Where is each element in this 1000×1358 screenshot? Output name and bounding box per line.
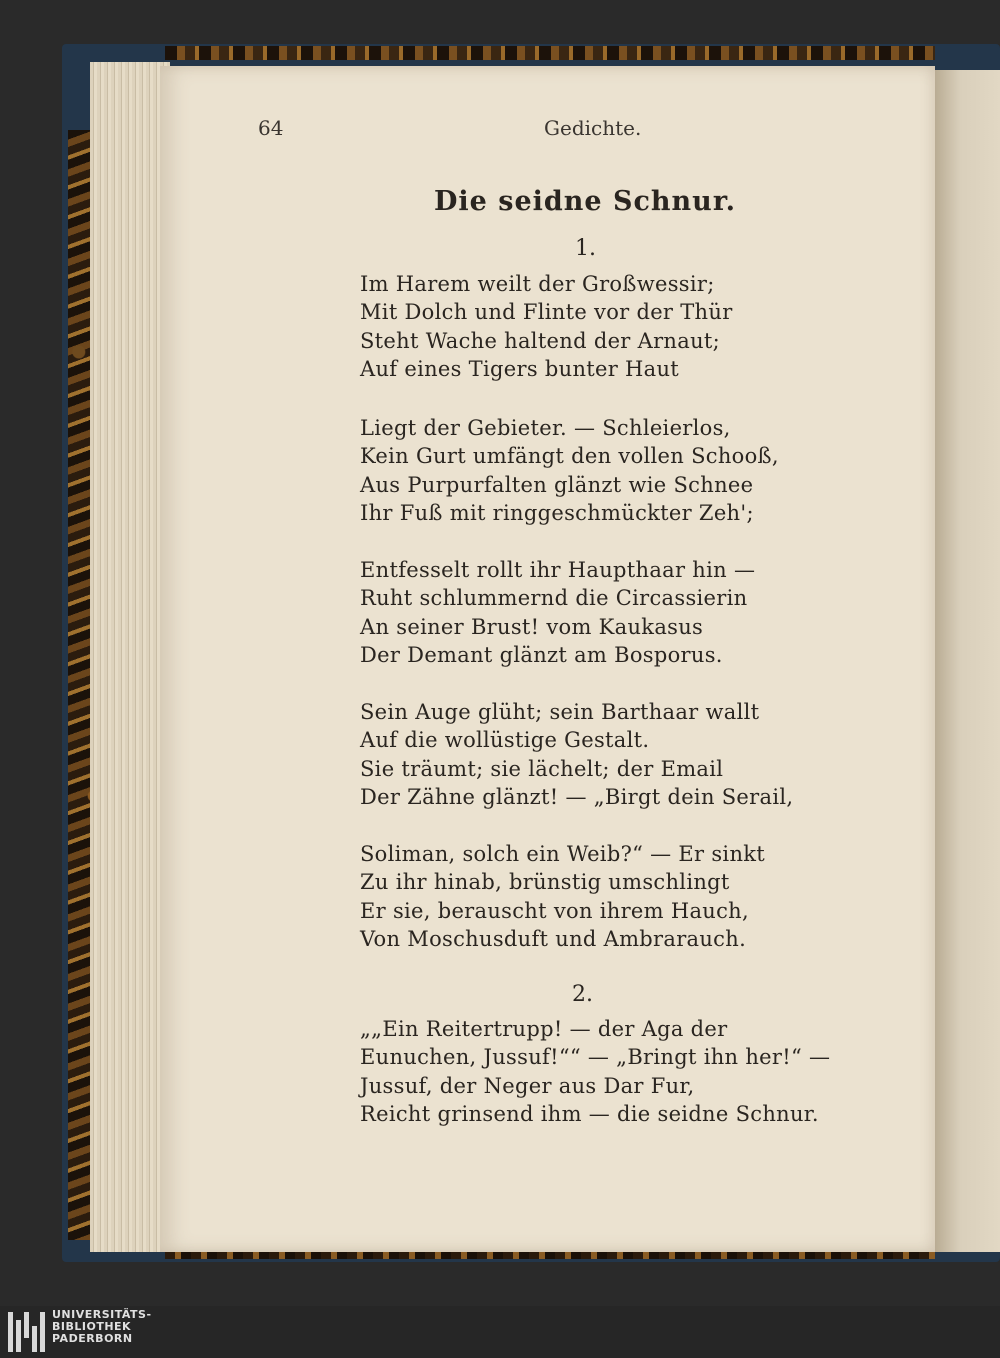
stanza	[360, 1015, 830, 1129]
section-number: 1.	[575, 236, 596, 261]
page-stack-edges	[90, 62, 170, 1252]
verse-line: Der Zähne glänzt! — „Birgt dein Serail,	[360, 785, 794, 810]
verse-line: Sie träumt; sie lächelt; der Email	[360, 756, 724, 781]
marbled-top-edge	[165, 46, 935, 60]
verse-line: Reicht grinsend ihm — die seidne Schnur.	[360, 1102, 819, 1127]
section-number: 2.	[572, 982, 593, 1007]
verse-line: Von Moschusduft und Ambrarauch.	[360, 927, 747, 952]
running-title: Gedichte.	[544, 116, 642, 140]
verse-line: Er sie, berauscht von ihrem Hauch,	[360, 898, 749, 923]
verse-line: Ruht schlummernd die Circassierin	[360, 586, 748, 611]
verse-line: „„Ein Reitertrupp! — der Aga der	[360, 1017, 728, 1041]
page-number: 64	[258, 116, 284, 140]
verse-line: Liegt der Gebieter. — Schleierlos,	[360, 416, 731, 440]
verse-line: Im Harem weilt der Großwessir;	[360, 272, 715, 296]
verse-line: Soliman, solch ein Weib?“ — Er sinkt	[360, 842, 766, 866]
library-logo-icon	[6, 1310, 46, 1354]
stanza	[360, 556, 755, 670]
library-name-line: BIBLIOTHEK	[52, 1320, 132, 1333]
verse-line: Jussuf, der Neger aus Dar Fur,	[360, 1073, 695, 1098]
verse-line: Der Demant glänzt am Bosporus.	[360, 643, 723, 668]
facing-page-edge	[935, 70, 1000, 1252]
stanza	[360, 840, 765, 954]
verse-line: Eunuchen, Jussuf!““ — „Bringt ihn her!“ —	[360, 1045, 831, 1070]
stanza	[360, 698, 793, 812]
verse-line: Steht Wache haltend der Arnaut;	[360, 328, 721, 353]
verse-line: An seiner Brust! vom Kaukasus	[360, 614, 704, 639]
stanza	[360, 414, 779, 528]
verse-line: Zu ihr hinab, brünstig umschlingt	[360, 870, 730, 895]
stanza	[360, 270, 733, 384]
library-name-line: UNIVERSITÄTS-	[52, 1308, 152, 1321]
verse-line: Mit Dolch und Flinte vor der Thür	[360, 300, 733, 325]
verse-line: Sein Auge glüht; sein Barthaar wallt	[360, 700, 760, 724]
library-name-line: PADERBORN	[52, 1332, 133, 1345]
verse-line: Auf eines Tigers bunter Haut	[360, 357, 680, 382]
verse-line: Kein Gurt umfängt den vollen Schooß,	[360, 444, 779, 469]
verse-line: Aus Purpurfalten glänzt wie Schnee	[360, 472, 754, 497]
library-name[interactable]	[52, 1309, 152, 1345]
verse-line: Entfesselt rollt ihr Haupthaar hin —	[360, 558, 756, 582]
verse-line: Auf die wollüstige Gestalt.	[360, 728, 650, 753]
poem-title: Die seidne Schnur.	[434, 186, 736, 217]
verse-line: Ihr Fuß mit ringgeschmückter Zeh';	[360, 501, 754, 526]
